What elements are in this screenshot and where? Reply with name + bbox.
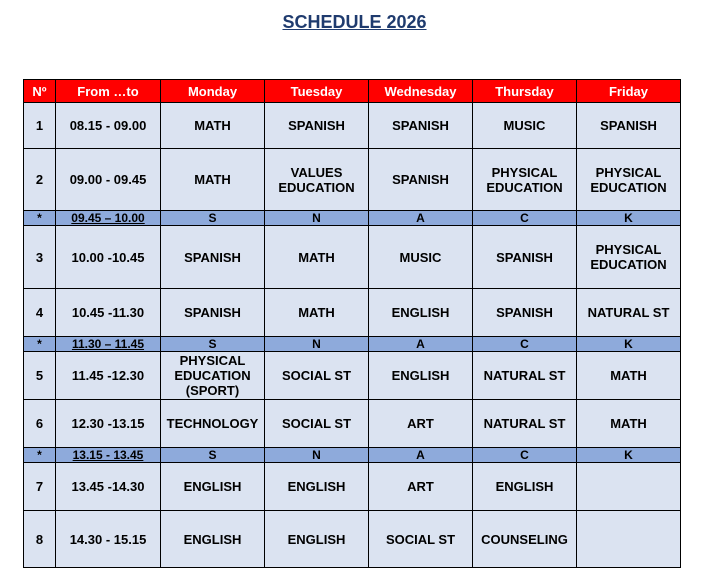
period-time: 08.15 - 09.00 (56, 103, 161, 149)
cell-monday: S (161, 448, 265, 463)
period-number: 5 (24, 352, 56, 400)
cell-thursday: ENGLISH (473, 463, 577, 511)
period-time: 10.00 -10.45 (56, 226, 161, 289)
break-row (24, 211, 681, 226)
period-time: 10.45 -11.30 (56, 289, 161, 337)
cell-wednesday: SPANISH (369, 103, 473, 149)
period-time: 12.30 -13.15 (56, 400, 161, 448)
period-time: 11.30 – 11.45 (56, 337, 161, 352)
cell-wednesday: SPANISH (369, 149, 473, 211)
period-time: 13.45 -14.30 (56, 463, 161, 511)
cell-thursday: MUSIC (473, 103, 577, 149)
cell-thursday: C (473, 448, 577, 463)
period-time: 11.45 -12.30 (56, 352, 161, 400)
cell-friday: K (577, 448, 681, 463)
period-number: * (24, 337, 56, 352)
cell-friday: MATH (577, 400, 681, 448)
cell-friday: K (577, 211, 681, 226)
cell-tuesday: SOCIAL ST (265, 400, 369, 448)
period-number: 2 (24, 149, 56, 211)
cell-monday: ENGLISH (161, 463, 265, 511)
header-tuesday: Tuesday (265, 80, 369, 103)
cell-tuesday: N (265, 337, 369, 352)
header-number: Nº (24, 80, 56, 103)
cell-friday (577, 511, 681, 568)
cell-friday: K (577, 337, 681, 352)
table-row (24, 226, 681, 289)
table-row (24, 103, 681, 149)
cell-monday: S (161, 211, 265, 226)
cell-thursday: SPANISH (473, 226, 577, 289)
table-row (24, 289, 681, 337)
page-title: SCHEDULE 2026 (282, 12, 427, 32)
schedule-table (23, 79, 681, 568)
cell-friday: NATURAL ST (577, 289, 681, 337)
cell-thursday: C (473, 337, 577, 352)
table-row (24, 352, 681, 400)
cell-monday: PHYSICAL EDUCATION (SPORT) (161, 352, 265, 400)
cell-wednesday: SOCIAL ST (369, 511, 473, 568)
header-friday: Friday (577, 80, 681, 103)
cell-tuesday: ENGLISH (265, 463, 369, 511)
cell-thursday: COUNSELING (473, 511, 577, 568)
cell-wednesday: ART (369, 400, 473, 448)
cell-monday: S (161, 337, 265, 352)
cell-thursday: NATURAL ST (473, 352, 577, 400)
header-row (24, 80, 681, 103)
cell-tuesday: ENGLISH (265, 511, 369, 568)
cell-monday: MATH (161, 149, 265, 211)
cell-tuesday: N (265, 211, 369, 226)
cell-friday: MATH (577, 352, 681, 400)
cell-wednesday: A (369, 448, 473, 463)
cell-tuesday: SOCIAL ST (265, 352, 369, 400)
cell-monday: TECHNOLOGY (161, 400, 265, 448)
period-number: * (24, 448, 56, 463)
cell-friday: SPANISH (577, 103, 681, 149)
period-number: 8 (24, 511, 56, 568)
cell-monday: SPANISH (161, 289, 265, 337)
table-row (24, 400, 681, 448)
table-row (24, 511, 681, 568)
cell-wednesday: A (369, 211, 473, 226)
break-row (24, 448, 681, 463)
cell-wednesday: ENGLISH (369, 289, 473, 337)
period-number: 1 (24, 103, 56, 149)
table-row (24, 149, 681, 211)
cell-friday (577, 463, 681, 511)
cell-tuesday: MATH (265, 226, 369, 289)
period-number: 7 (24, 463, 56, 511)
cell-tuesday: N (265, 448, 369, 463)
cell-thursday: SPANISH (473, 289, 577, 337)
cell-thursday: NATURAL ST (473, 400, 577, 448)
cell-friday: PHYSICAL EDUCATION (577, 149, 681, 211)
table-row (24, 463, 681, 511)
header-monday: Monday (161, 80, 265, 103)
cell-tuesday: VALUES EDUCATION (265, 149, 369, 211)
period-time: 09.45 – 10.00 (56, 211, 161, 226)
period-time: 13.15 - 13.45 (56, 448, 161, 463)
cell-monday: MATH (161, 103, 265, 149)
break-row (24, 337, 681, 352)
header-wednesday: Wednesday (369, 80, 473, 103)
cell-tuesday: SPANISH (265, 103, 369, 149)
period-number: * (24, 211, 56, 226)
period-number: 4 (24, 289, 56, 337)
period-time: 14.30 - 15.15 (56, 511, 161, 568)
header-time: From …to (56, 80, 161, 103)
cell-tuesday: MATH (265, 289, 369, 337)
cell-thursday: C (473, 211, 577, 226)
cell-monday: SPANISH (161, 226, 265, 289)
cell-wednesday: MUSIC (369, 226, 473, 289)
cell-wednesday: ART (369, 463, 473, 511)
cell-friday: PHYSICAL EDUCATION (577, 226, 681, 289)
cell-monday: ENGLISH (161, 511, 265, 568)
period-time: 09.00 - 09.45 (56, 149, 161, 211)
period-number: 6 (24, 400, 56, 448)
header-thursday: Thursday (473, 80, 577, 103)
cell-thursday: PHYSICAL EDUCATION (473, 149, 577, 211)
period-number: 3 (24, 226, 56, 289)
cell-wednesday: A (369, 337, 473, 352)
cell-wednesday: ENGLISH (369, 352, 473, 400)
